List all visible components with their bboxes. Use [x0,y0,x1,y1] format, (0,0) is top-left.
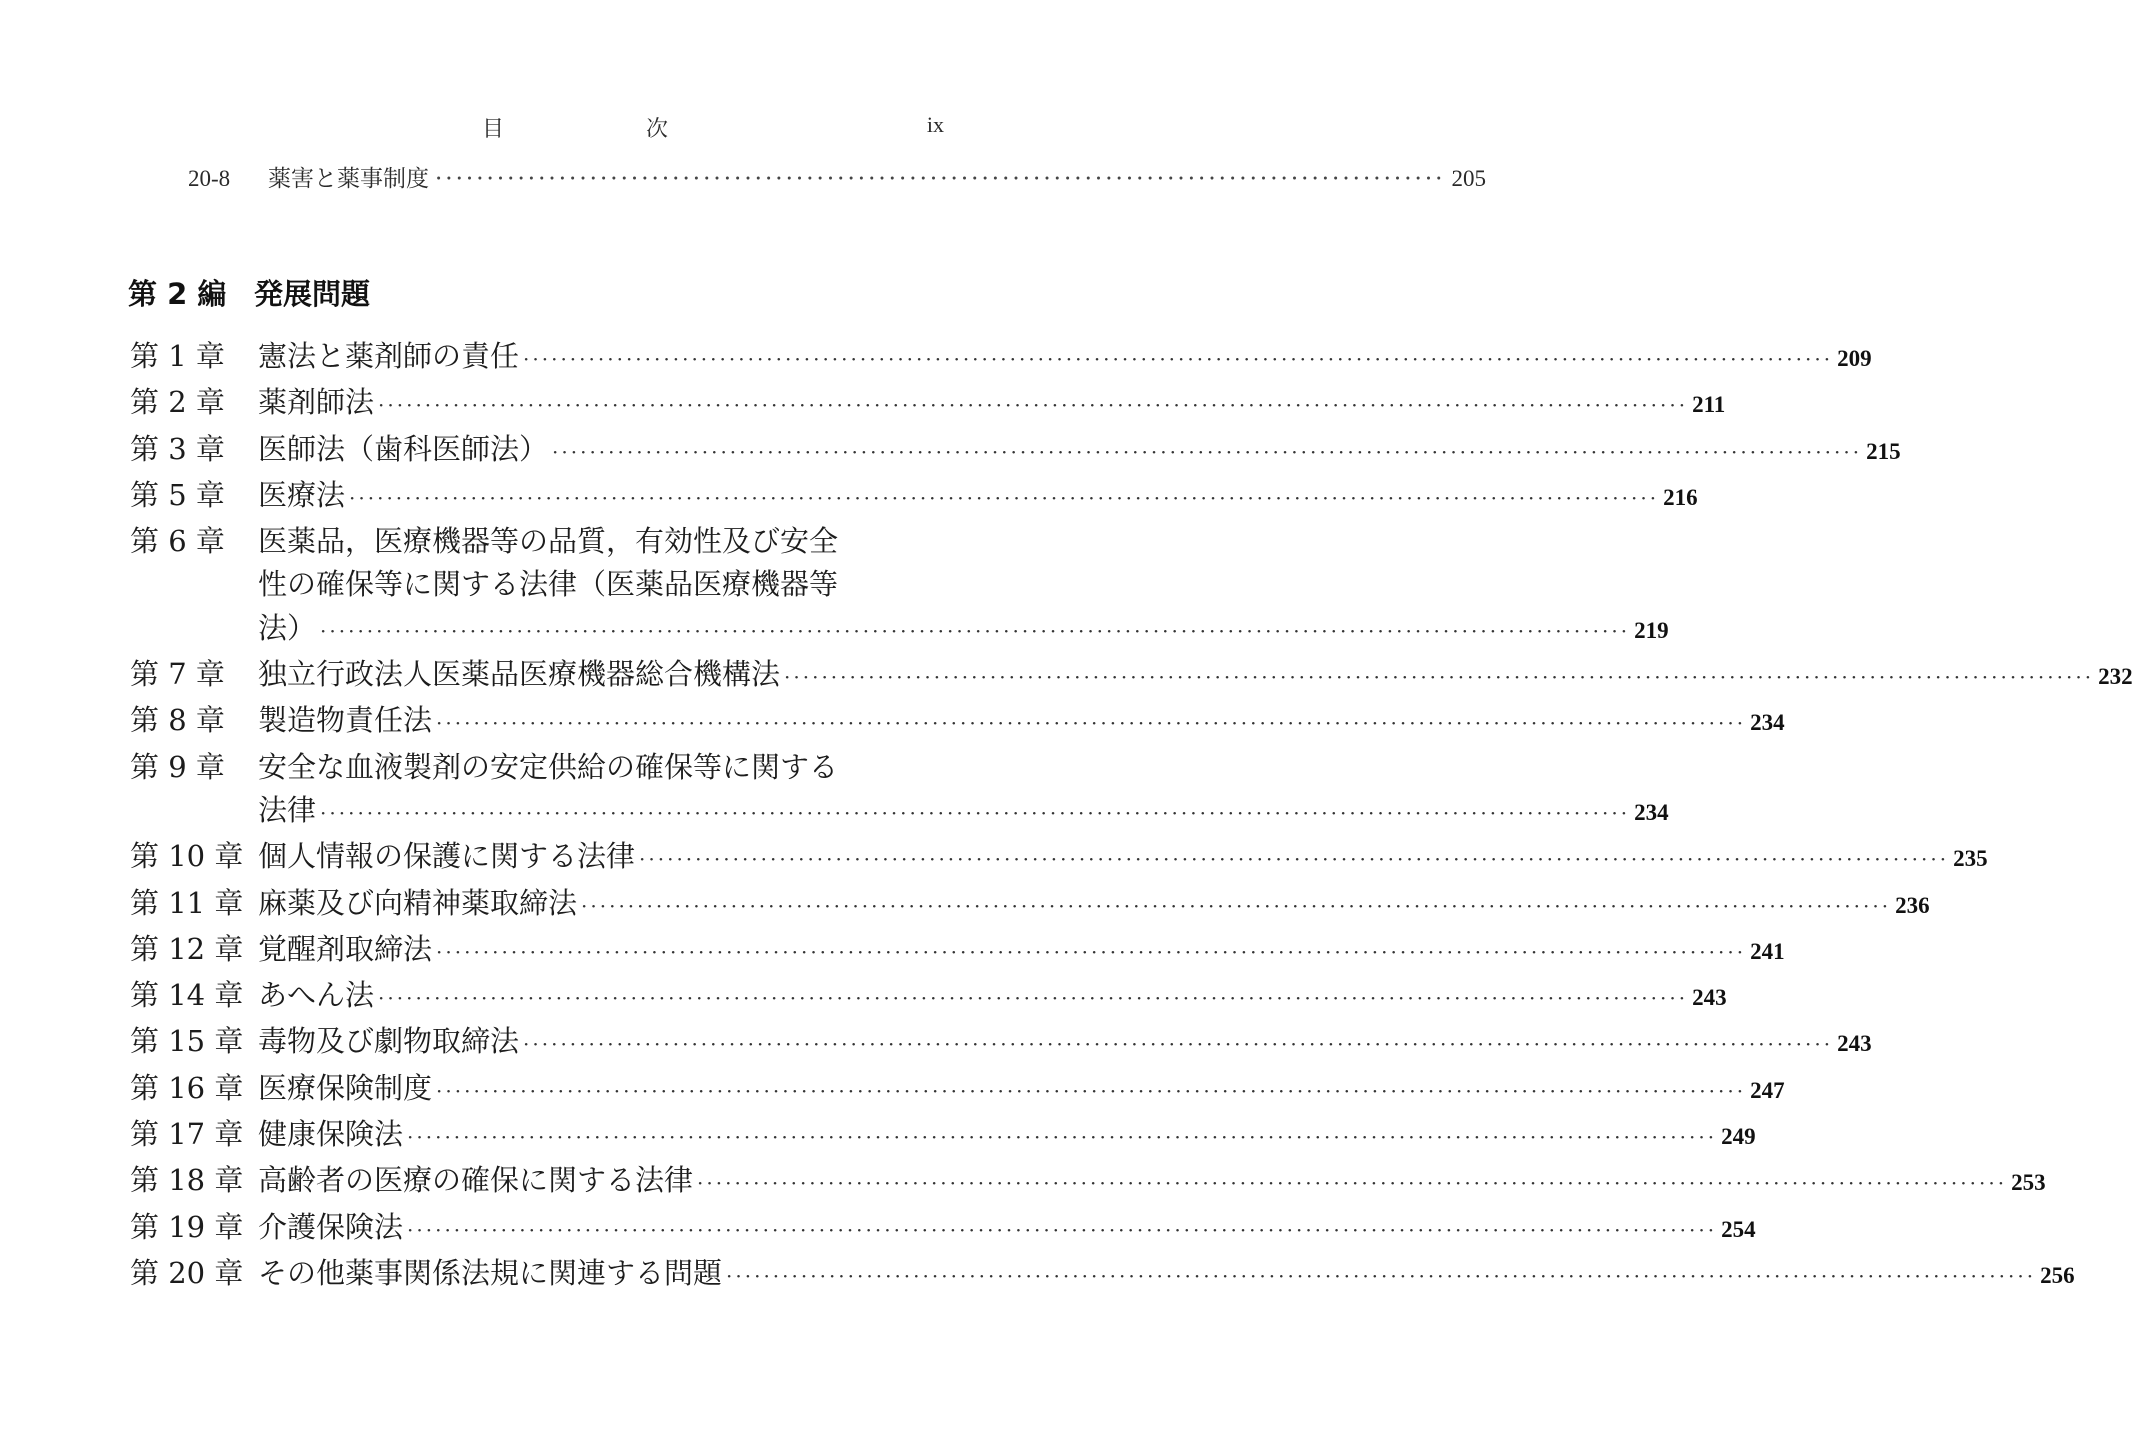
section-title: 薬害と薬事制度 [268,166,429,192]
chapter-title-line [258,699,1785,745]
chapter-page: 235 [1953,846,1988,872]
chapter-page: 249 [1721,1124,1756,1150]
chapter-title-block [258,882,1930,928]
dot-leader: ············································································································································ [407,1217,1718,1242]
chapter-title-block [258,1020,1872,1066]
section-page: 205 [1451,166,1486,191]
toc-chapter-entry[interactable] [130,1206,1756,1252]
chapter-page: 236 [1895,892,1930,918]
chapter-title: 医師法（歯科医師法） [258,431,549,466]
chapter-page: 209 [1837,346,1872,371]
chapter-title-line [258,1113,1756,1159]
chapter-number: 第 10 章 [130,839,244,874]
chapter-title-block [258,381,1726,427]
chapter-number: 第 8 章 [130,703,225,738]
chapter-title-line [258,520,952,563]
toc-chapter-entry[interactable] [130,653,2133,699]
chapter-title: 毒物及び劇物取締法 [258,1024,520,1059]
running-header [0,112,1012,148]
toc-chapter-entry[interactable] [130,474,1698,520]
toc-chapter-entry[interactable] [130,381,1726,427]
dot-leader: ············································································································································ [407,1125,1718,1150]
chapter-page: 243 [1837,1031,1872,1057]
dot-leader: ············································································································································ [436,1078,1747,1103]
chapter-title-line [258,835,1988,881]
chapter-title: 安全な血液製剤の安定供給の確保等に関する [258,749,839,784]
chapter-number: 第 7 章 [130,657,225,692]
chapter-number: 第 11 章 [130,885,244,920]
toc-chapter-entry[interactable] [130,1159,2046,1205]
chapter-number: 第 5 章 [130,477,225,512]
chapter-title-line [258,1252,2075,1298]
toc-chapter-entry[interactable] [130,746,1669,836]
chapter-number: 第 19 章 [130,1209,244,1244]
chapter-page: 256 [2040,1262,2075,1288]
toc-chapter-entry[interactable] [130,335,1872,381]
dot-leader: ············································································································································ [378,393,1689,418]
chapter-title-block [258,653,2133,699]
page-title: 目 次 [482,117,729,142]
dot-leader: ············································································································································ [378,986,1689,1011]
chapter-title-block [258,835,1988,881]
chapter-title-line [258,428,1901,474]
dot-leader: ············································································································································ [523,347,1834,371]
chapter-title: 医療法 [258,477,346,512]
dot-leader: ············································································································································ [320,800,1631,825]
dot-leader: ············································································································································ [784,665,2095,690]
dot-leader: ············································································································································ [523,1032,1834,1057]
table-of-contents [130,335,2133,1298]
chapter-title: 製造物責任法 [258,703,433,738]
chapter-number: 第 17 章 [130,1117,244,1152]
part-number: 第 2 編 [128,277,227,311]
chapter-title-block [258,1159,2046,1205]
chapter-title-block [258,474,1698,520]
toc-chapter-entry[interactable] [130,428,1901,474]
chapter-title: 薬剤師法 [258,385,375,420]
chapter-title-line [258,1020,1872,1066]
chapter-number: 第 1 章 [130,339,225,373]
chapter-title: 覚醒剤取締法 [258,931,433,966]
chapter-page: 216 [1663,484,1698,510]
chapter-page: 215 [1866,438,1901,464]
section-number: 20-8 [188,166,231,191]
chapter-page: 234 [1634,799,1669,825]
chapter-title: あへん法 [258,978,375,1013]
chapter-number: 第 3 章 [130,431,225,466]
chapter-number: 第 2 章 [130,385,225,420]
chapter-title: 医薬品，医療機器等の品質，有効性及び安全 [258,524,839,559]
chapter-title: 麻薬及び向精神薬取締法 [258,885,578,920]
chapter-title-line [258,607,1669,653]
chapter-title-line [258,335,1872,381]
chapter-title: 個人情報の保護に関する法律 [258,839,636,874]
dot-leader: ············································································································································ [639,847,1950,872]
toc-chapter-entry[interactable] [130,699,1785,745]
dot-leader: ·································································································· [435,166,1446,192]
chapter-number: 第 16 章 [130,1070,244,1105]
chapter-title: 法） [258,610,317,645]
dot-leader: ············································································································································ [349,485,1660,510]
chapter-title: 独立行政法人医薬品医療機器総合機構法 [258,657,781,692]
chapter-title: 高齢者の医療の確保に関する法律 [258,1163,694,1198]
chapter-title: 憲法と薬剤師の責任 [258,339,520,373]
chapter-title-block [258,1252,2075,1298]
chapter-number: 第 14 章 [130,978,244,1013]
chapter-page: 219 [1634,617,1669,643]
chapter-title: 性の確保等に関する法律（医薬品医療機器等 [258,567,839,602]
chapter-title-line [258,1067,1785,1113]
chapter-title-block [258,520,1669,653]
dot-leader: ············································································································································ [436,939,1747,964]
dot-leader: ············································································································································ [726,1263,2037,1288]
chapter-title-block [258,746,1669,836]
toc-chapter-entry[interactable] [130,520,1669,653]
part-heading [128,272,370,313]
chapter-title: その他薬事関係法規に関連する問題 [258,1255,723,1290]
chapter-page: 211 [1692,392,1726,418]
chapter-number: 第 12 章 [130,931,244,966]
chapter-title: 医療保険制度 [258,1070,433,1105]
chapter-title-block [258,699,1785,745]
chapter-title-line [258,381,1726,427]
chapter-title-line [258,1159,2046,1205]
toc-chapter-entry[interactable] [130,1067,1785,1113]
dot-leader: ············································································································································ [552,439,1863,464]
toc-chapter-entry[interactable] [130,1020,1872,1066]
chapter-number: 第 20 章 [130,1255,244,1290]
dot-leader: ············································································································································ [320,618,1631,643]
toc-chapter-entry[interactable] [130,1113,1756,1159]
chapter-title-line [258,789,1669,835]
chapter-number: 第 18 章 [130,1163,244,1198]
chapter-title-block [258,335,1872,381]
chapter-title-line [258,882,1930,928]
chapter-title-line [258,1206,1756,1252]
chapter-page: 232 [2098,664,2133,690]
chapter-page: 254 [1721,1216,1756,1242]
toc-chapter-entry[interactable] [130,882,1930,928]
chapter-number: 第 6 章 [130,524,225,559]
chapter-title: 介護保険法 [258,1209,404,1244]
chapter-title-line [258,746,952,789]
chapter-title-line [258,974,1727,1020]
page-number: ix [926,112,944,137]
chapter-page: 253 [2011,1170,2046,1196]
part-title: 発展問題 [254,277,371,311]
chapter-title-block [258,1206,1756,1252]
chapter-page: 247 [1750,1077,1785,1103]
chapter-title-block [258,974,1727,1020]
dot-leader: ············································································································································ [581,893,1892,918]
chapter-number: 第 15 章 [130,1024,244,1059]
chapter-title-block [258,1113,1756,1159]
chapter-title: 法律 [258,792,317,827]
toc-section-entry[interactable] [188,160,1486,200]
chapter-number: 第 9 章 [130,749,225,784]
toc-chapter-entry[interactable] [130,974,1727,1020]
chapter-title-line [258,474,1698,520]
chapter-page: 243 [1692,985,1727,1011]
chapter-title-block [258,928,1785,974]
toc-chapter-entry[interactable] [130,928,1785,974]
chapter-page: 234 [1750,710,1785,736]
dot-leader: ············································································································································ [697,1171,2008,1196]
chapter-page: 241 [1750,938,1785,964]
toc-chapter-entry[interactable] [130,1252,2075,1298]
chapter-title-block [258,428,1901,474]
chapter-title-line [258,653,2133,699]
dot-leader: ············································································································································ [436,711,1747,736]
chapter-title-line [258,928,1785,974]
chapter-title: 健康保険法 [258,1117,404,1152]
toc-chapter-entry[interactable] [130,835,1988,881]
chapter-title-line [258,563,952,606]
chapter-title-block [258,1067,1785,1113]
